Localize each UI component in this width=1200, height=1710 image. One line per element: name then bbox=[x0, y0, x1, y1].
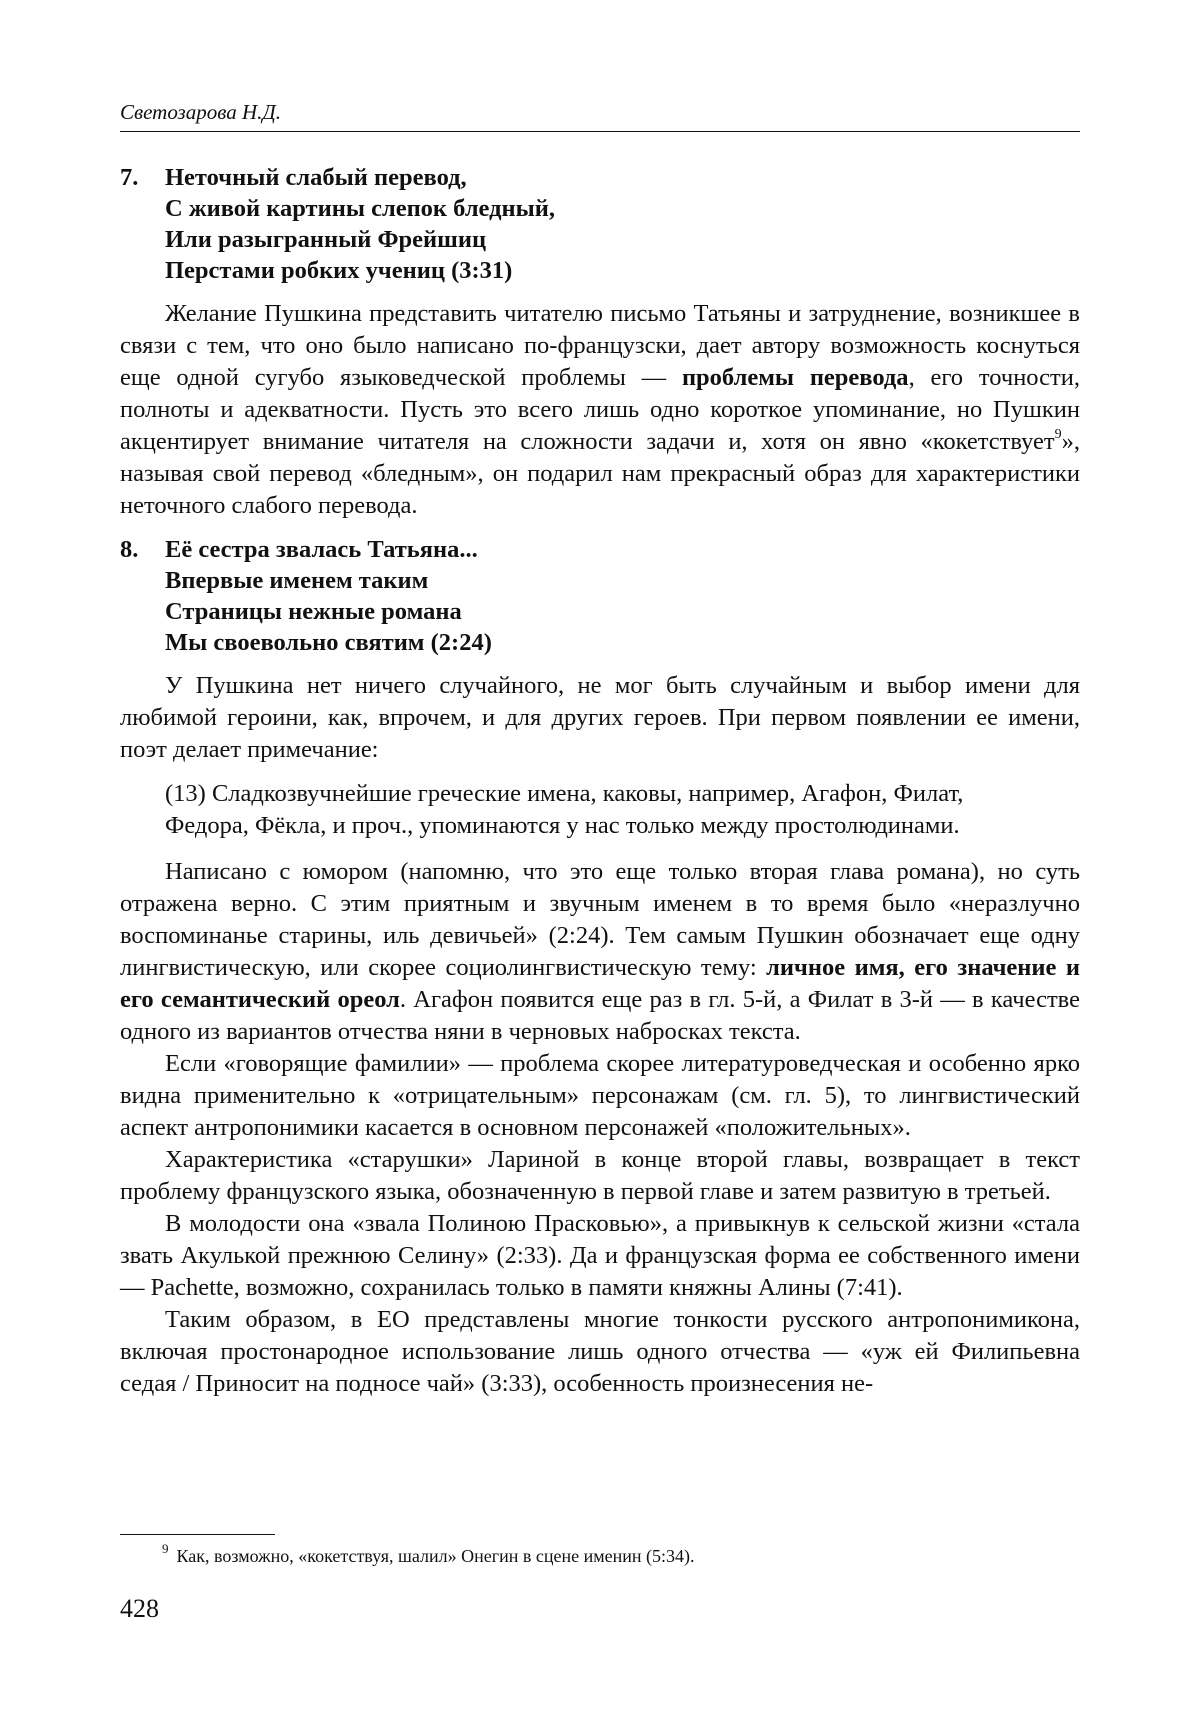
page-number: 428 bbox=[120, 1594, 159, 1623]
paragraph-surnames: Если «говорящие фамилии» — проблема скорее литературоведческая и особенно ярко видна применительно к «отрицательным» персонажам (см. гл. 5), то лингвистический аспект антропонимики касается в основном персонажей «положительных». bbox=[120, 1050, 1080, 1141]
verse-line: Впервые именем таким bbox=[165, 567, 429, 594]
verse-line: Перстами робких учениц (3:31) bbox=[165, 257, 513, 284]
footnote-ref-9[interactable]: 9 bbox=[1054, 426, 1062, 442]
paragraph-translation: Желание Пушкина представить читателю письмо Татьяны и затруднение, возникшее в связи с тем, что оно было написано по-французски, дает автору возможность коснуться еще одной сугубо языковедческой проблемы — проблемы перевода, его точности, полноты и адекватности. Пусть это всего лишь одно короткое упоминание, но Пушкин акцентирует внимание читателя на сложности задачи и, хотя он явно «кокетствует$^9$», называя свой перевод «бледным», он подарил нам прекрасный образ для характеристики неточного слабого перевода. bbox=[120, 300, 1080, 519]
main-text bbox=[120, 162, 1080, 1400]
running-header bbox=[120, 100, 1080, 132]
paragraph-conclusion: Таким образом, в ЕО представлены многие тонкости русского антропонимикона, включая простонародное использование лишь одного отчества — «уж ей Филипьевна седая / Приносит на подносе чай» (3:33), особенность произнесения не- bbox=[120, 1306, 1080, 1397]
emphasis-personal-name: личное имя, его значение и его семантический ореол bbox=[120, 954, 1080, 1013]
header-author: Светозарова Н.Д. bbox=[120, 100, 281, 124]
footnote-text: Как, возможно, «кокетствуя, шалил» Онегин в сцене именин (5:34). bbox=[176, 1546, 695, 1566]
paragraph-larina: Характеристика «старушки» Лариной в конце второй главы, возвращает в текст проблему французского языка, обозначенную в первой главе и затем развитую в третьей. bbox=[120, 1146, 1080, 1205]
verse-line: Её сестра звалась Татьяна... bbox=[165, 536, 478, 563]
verse-line: С живой картины слепок бледный, bbox=[165, 195, 555, 222]
verse-line: Или разыгранный Фрейшиц bbox=[165, 226, 487, 253]
footnote-mark: 9 bbox=[162, 1541, 169, 1556]
section-8-number: 8. bbox=[120, 536, 139, 563]
section-7-number: 7. bbox=[120, 164, 139, 191]
verse-line: Страницы нежные романа bbox=[165, 598, 462, 625]
paragraph-youth: В молодости она «звала Полиною Прасковью», а привыкнув к сельской жизни «стала звать Акулькой прежнюю Селину» (2:33). Да и французская форма ее собственного имени — Pachette, возможно, сохранилась только в памяти княжны Алины (7:41). bbox=[120, 1210, 1080, 1301]
footnote-rule bbox=[120, 1534, 275, 1535]
section-8-epigraph bbox=[120, 534, 1080, 658]
paragraph-humor: Написано с юмором (напомню, что это еще только вторая глава романа), но суть отражена верно. С этим приятным и звучным именем в то время было «неразлучно воспоминанье старины, иль девичьей» (2:24). Тем самым Пушкин обозначает еще одну лингвистическую, или скорее социолингвистическую тему: личное имя, его значение и его семантический ореол. Агафон появится еще раз в гл. 5-й, а Филат в 3-й — в качестве одного из вариантов отчества няни в черновых набросках текста. bbox=[120, 858, 1080, 1045]
verse-line: Мы своевольно святим (2:24) bbox=[165, 629, 492, 656]
section-7-epigraph bbox=[120, 162, 1080, 286]
author-note-quote bbox=[165, 778, 1080, 842]
emphasis-translation-problem: проблемы перевода bbox=[681, 364, 909, 391]
verse-line: Неточный слабый перевод, bbox=[165, 164, 467, 191]
footnote-9 bbox=[162, 1541, 1062, 1567]
paragraph-name-choice: У Пушкина нет ничего случайного, не мог быть случайным и выбор имени для любимой героини, как, впрочем, и для других героев. При первом появлении ее имени, поэт делает примечание: bbox=[120, 672, 1080, 763]
quote-line: (13) Сладкозвучнейшие греческие имена, каковы, например, Агафон, Филат, bbox=[165, 780, 964, 807]
quote-line: Федора, Фёкла, и проч., упоминаются у нас только между простолюдинами. bbox=[165, 812, 960, 839]
